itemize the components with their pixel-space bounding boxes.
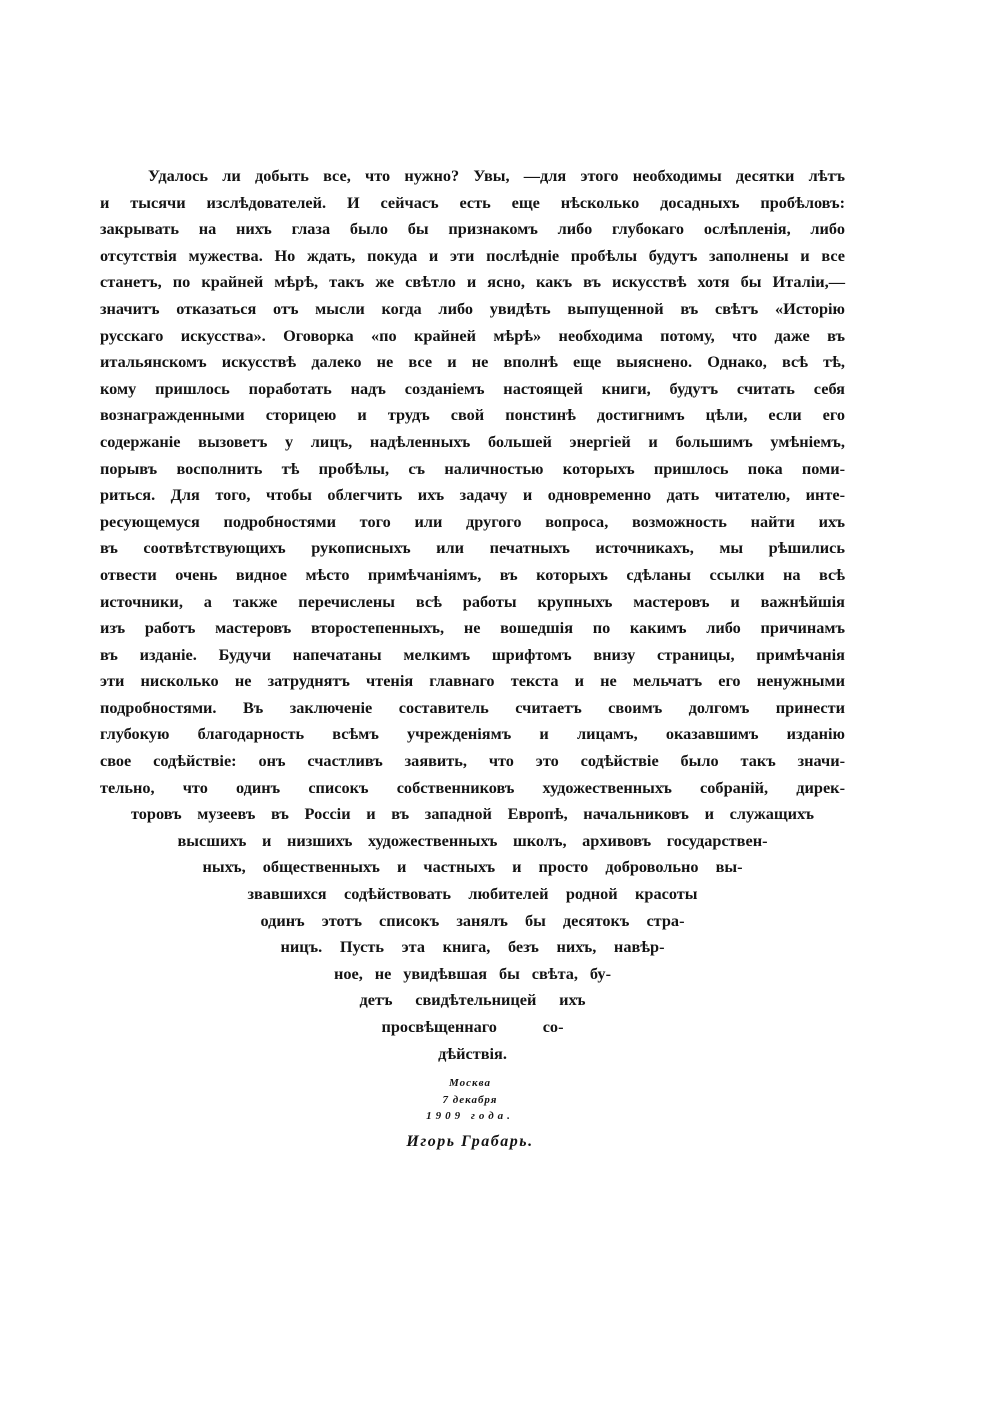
text-line: вознагражденными сторицею и трудъ свой понстинѣ достигнимъ цѣли, если его xyxy=(100,405,845,425)
text-line: риться. Для того, чтобы облегчить ихъ задачу и одновременно дать читателю, инте- xyxy=(100,485,845,505)
preface-text xyxy=(100,163,845,1067)
text-line: свое содѣйствіе: онъ счастливъ заявить, что это содѣйствіе было такъ значи- xyxy=(100,751,845,771)
text-line: и тысячи изслѣдователей. И сейчасъ есть еще нѣсколько досадныхъ пробѣловъ: xyxy=(100,192,845,212)
text-line: источники, а также перечислены всѣ работы крупныхъ мастеровъ и важнѣйшія xyxy=(100,591,845,611)
text-line: эти нисколько не затруднятъ чтенія главнаго текста и не мельчатъ его ненужными xyxy=(100,671,845,691)
text-line: глубокую благодарность всѣмъ учрежденіямъ и лицамъ, оказавшимъ изданію xyxy=(100,724,845,744)
text-line: дѣйствія. xyxy=(438,1043,507,1063)
text-line: ресующемуся подробностями того или другого вопроса, возможность найти ихъ xyxy=(100,511,845,531)
signoff-year: 1909 года. xyxy=(426,1110,514,1122)
author-signature: Игорь Грабарь. xyxy=(406,1133,534,1150)
signoff-place: Москва xyxy=(449,1077,491,1089)
text-line: отвести очень видное мѣсто примѣчаніямъ, въ которыхъ сдѣланы ссылки на всѣ xyxy=(100,564,845,584)
text-line: изъ работъ мастеровъ второстепенныхъ, не вошедшія по какимъ либо причинамъ xyxy=(100,618,845,638)
text-line: торовъ музеевъ въ Россіи и въ западной Европѣ, начальниковъ и служащихъ xyxy=(131,804,814,824)
text-line: просвѣщеннаго со- xyxy=(381,1017,564,1036)
text-line: отсутствія мужества. Но ждать, покуда и эти послѣдніе пробѣлы будутъ заполнены и все xyxy=(100,245,845,265)
text-line: въ изданіе. Будучи напечатаны мелкимъ шрифтомъ внизу страницы, примѣчанія xyxy=(100,644,845,664)
text-line: содержаніе вызоветъ у лицъ, надѣленныхъ большей энергіей и большимъ умѣніемъ, xyxy=(100,431,845,451)
text-line: Удалось ли добыть все, что нужно? Увы, —для этого необходимы десятки лѣтъ xyxy=(148,166,845,185)
text-line: ницъ. Пусть эта книга, безъ нихъ, навѣр- xyxy=(280,937,665,957)
text-line: итальянскомъ искусствѣ далеко не все и не вполнѣ еще выяснено. Однако, всѣ тѣ, xyxy=(100,352,845,372)
text-line: ныхъ, общественныхъ и частныхъ и просто добровольно вы- xyxy=(202,857,743,877)
text-line: станетъ, по крайней мѣрѣ, такъ же свѣтло и ясно, какъ въ искусствѣ хотя бы Италіи,— xyxy=(100,272,845,292)
text-line: ное, не увидѣвшая бы свѣта, бу- xyxy=(334,963,611,983)
text-line: одинъ этотъ списокъ занялъ бы десятокъ стра- xyxy=(260,910,685,930)
text-line: тельно, что одинъ списокъ собственниковъ художественныхъ собраній, дирек- xyxy=(100,777,845,797)
text-line: порывъ восполнить тѣ пробѣлы, съ наличностью которыхъ пришлось пока поми- xyxy=(100,458,845,478)
text-line: детъ свидѣтельницей ихъ xyxy=(359,990,586,1010)
text-line: звавшихся содѣйствовать любителей родной красоты xyxy=(247,884,698,904)
text-line: высшихъ и низшихъ художественныхъ школъ, архивовъ государствен- xyxy=(177,830,768,850)
text-line: кому пришлось поработать надъ созданіемъ настоящей книги, будутъ считать себя xyxy=(100,378,845,398)
text-line: подробностями. Въ заключеніе составитель считаетъ своимъ долгомъ принести xyxy=(100,697,845,717)
text-line: русскаго искусства». Оговорка «по крайней мѣрѣ» необходима потому, что даже въ xyxy=(100,325,845,345)
text-line: въ соотвѣтствующихъ рукописныхъ или печатныхъ источникахъ, мы рѣшились xyxy=(100,538,845,558)
text-line: закрывать на нихъ глаза было бы признакомъ либо глубокаго ослѣпленія, либо xyxy=(100,219,845,239)
signoff-date: 7 декабря xyxy=(442,1094,498,1106)
text-line: значитъ отказаться отъ мысли когда либо увидѣть выпущенной въ свѣтъ «Исторію xyxy=(100,298,845,318)
